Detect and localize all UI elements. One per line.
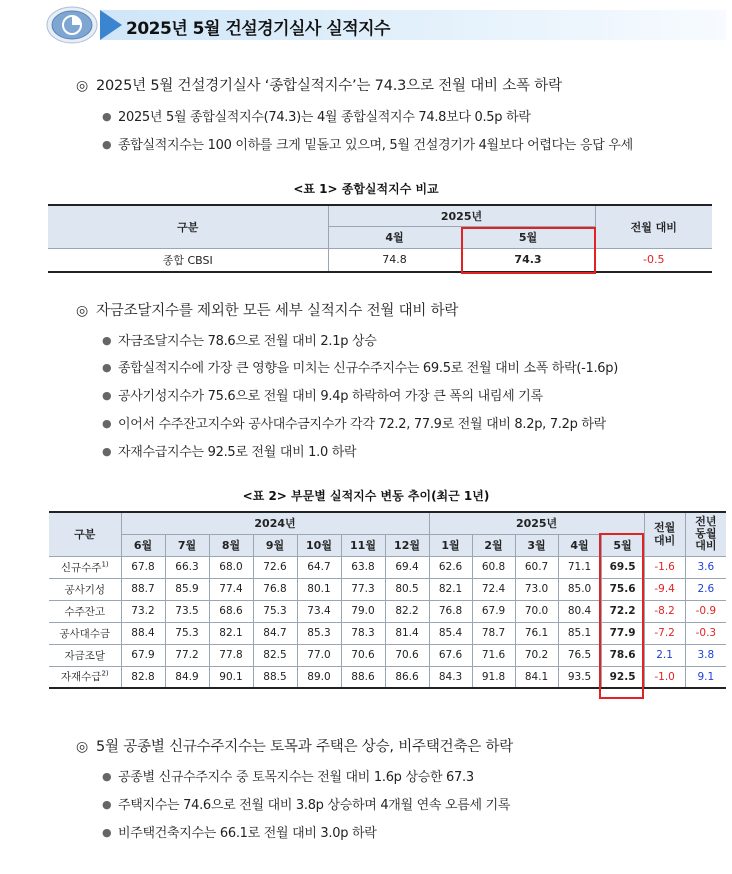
table-cell: 73.0	[515, 578, 558, 600]
table-cell: 77.3	[341, 578, 385, 600]
table-cell: 84.9	[165, 666, 209, 688]
table-cell-yoy: -0.9	[685, 600, 726, 622]
table-cell: 84.1	[515, 666, 558, 688]
row-label-text: 자재수급	[60, 671, 102, 684]
table-cell: 82.8	[121, 666, 165, 688]
section-heading-3	[76, 735, 513, 756]
month-header-cell: 9월	[253, 534, 297, 556]
section-heading-text: 5월 공종별 신규수주지수는 토목과 주택은 상승, 비주택건축은 하락	[96, 739, 514, 755]
table-cell: 77.0	[297, 644, 341, 666]
bullet-item	[102, 822, 377, 841]
table-header-cell: 2025년	[328, 205, 595, 226]
table-cell: 84.7	[253, 622, 297, 644]
table-row	[49, 644, 726, 666]
month-header-row	[49, 534, 726, 556]
table-cell: 70.0	[515, 600, 558, 622]
table-header-cell: 구분	[48, 205, 328, 248]
month-header-cell: 4월	[558, 534, 601, 556]
table-cell: 70.6	[341, 644, 385, 666]
footnote-marker: 2)	[101, 669, 109, 678]
table-cell: 67.6	[429, 644, 472, 666]
table-cell-yoy: 9.1	[685, 666, 726, 688]
section-heading-2	[76, 299, 458, 320]
table-cell: 88.5	[253, 666, 297, 688]
table-1-caption: <표 1> 종합실적지수 비교	[293, 182, 439, 196]
table-cell: 89.0	[297, 666, 341, 688]
bullet-dot-icon: ●	[102, 389, 112, 402]
table-cell: 82.5	[253, 644, 297, 666]
bullet-dot-icon: ●	[102, 361, 112, 374]
table-cell: 80.5	[385, 578, 429, 600]
table-header-cell: 5월	[461, 226, 595, 248]
month-header-cell: 11월	[341, 534, 385, 556]
row-label-text: 신규수주	[60, 561, 102, 574]
bullet-dot-icon: ●	[102, 798, 112, 811]
table-header-cell: 2024년	[121, 512, 429, 534]
bullet-item	[102, 330, 377, 349]
table-cell: 64.7	[297, 556, 341, 578]
bullet-item	[102, 413, 606, 432]
table-cell-mom: -7.2	[644, 622, 685, 644]
row-label	[49, 578, 121, 600]
table-cell: 82.1	[429, 578, 472, 600]
table-cell: 67.9	[121, 644, 165, 666]
page-header	[46, 6, 726, 44]
bullet-text: 2025년 5월 종합실적지수(74.3)는 4월 종합실적지수 74.8보다 0.5p 하락	[118, 110, 531, 125]
table-cell: 80.4	[558, 600, 601, 622]
bullet-item	[102, 106, 531, 125]
table-cell-highlight: 75.6	[601, 578, 644, 600]
table-cell-yoy: 2.6	[685, 578, 726, 600]
table-cell: 85.1	[558, 622, 601, 644]
table-cell: 70.2	[515, 644, 558, 666]
header-arrow-icon	[100, 10, 122, 40]
bullet-item	[102, 794, 510, 813]
header-line: 전년	[695, 515, 717, 529]
bullet-text: 공종별 신규수주지수 중 토목지수는 전월 대비 1.6p 상승한 67.3	[118, 770, 474, 785]
table-cell: 67.9	[472, 600, 515, 622]
table-cell: 70.6	[385, 644, 429, 666]
table-cell: 82.2	[385, 600, 429, 622]
table-cell: 85.9	[165, 578, 209, 600]
header-line: 대비	[695, 539, 717, 553]
table-cell: 71.6	[472, 644, 515, 666]
table-cell: 85.0	[558, 578, 601, 600]
table-cell: 74.8	[328, 248, 461, 272]
table-cell: 71.1	[558, 556, 601, 578]
row-label	[49, 556, 121, 578]
table-cell: 85.4	[429, 622, 472, 644]
table-cell-mom: -1.0	[644, 666, 685, 688]
table-cell: 85.3	[297, 622, 341, 644]
table-cell: 78.3	[341, 622, 385, 644]
bullet-item	[102, 766, 474, 785]
table-row	[49, 622, 726, 644]
table-cell-highlight: 74.3	[461, 248, 595, 272]
table-cell: 73.2	[121, 600, 165, 622]
table-cell: 72.4	[472, 578, 515, 600]
bullet-text: 비주택건축지수는 66.1로 전월 대비 3.0p 하락	[118, 826, 377, 841]
table-cell: 75.3	[253, 600, 297, 622]
table-cell: 75.3	[165, 622, 209, 644]
bullet-text: 이어서 수주잔고지수와 공사대수금지수가 각각 72.2, 77.9로 전월 대비 8.2p, 7.2p 하락	[118, 417, 606, 432]
row-label	[49, 644, 121, 666]
bullet-item	[102, 441, 356, 460]
table-cell: 76.1	[515, 622, 558, 644]
table-cell: 80.1	[297, 578, 341, 600]
bullet-dot-icon: ●	[102, 826, 112, 839]
table-cell-highlight: 69.5	[601, 556, 644, 578]
table-cell: 67.8	[121, 556, 165, 578]
table-cell: 72.6	[253, 556, 297, 578]
table-cell: 76.8	[429, 600, 472, 622]
page-title: 2025년 5월 건설경기실사 실적지수	[126, 19, 390, 39]
table-cell: 88.6	[341, 666, 385, 688]
month-header-cell: 8월	[209, 534, 253, 556]
bullet-text: 종합실적지수는 100 이하를 크게 밑돌고 있으며, 5월 건설경기가 4월보다 어렵다는 응답 우세	[118, 138, 633, 153]
table-cell-yoy: 3.8	[685, 644, 726, 666]
table-header-cell: 전월 대비	[595, 205, 712, 248]
row-label	[49, 666, 121, 688]
table-cell: 88.7	[121, 578, 165, 600]
month-header-cell: 7월	[165, 534, 209, 556]
row-label	[49, 622, 121, 644]
table-cell-mom: 2.1	[644, 644, 685, 666]
pie-chart-icon	[46, 6, 102, 44]
table-cell: 81.4	[385, 622, 429, 644]
bullet-item	[102, 385, 543, 404]
table-cell: 60.8	[472, 556, 515, 578]
table-cell-highlight: 92.5	[601, 666, 644, 688]
table-cell: 88.4	[121, 622, 165, 644]
circle-mark-icon: ◎	[76, 739, 89, 755]
bullet-text: 공사기성지수가 75.6으로 전월 대비 9.4p 하락하여 가장 큰 폭의 내림세 기록	[118, 389, 543, 404]
row-label-text: 공사대수금	[59, 627, 111, 640]
table-cell: 82.1	[209, 622, 253, 644]
month-header-cell: 3월	[515, 534, 558, 556]
month-header-cell: 10월	[297, 534, 341, 556]
table-cell: 76.5	[558, 644, 601, 666]
bullet-dot-icon: ●	[102, 417, 112, 430]
table-cell: 91.8	[472, 666, 515, 688]
section-heading-text: 자금조달지수를 제외한 모든 세부 실적지수 전월 대비 하락	[96, 303, 459, 319]
table-cell: 77.2	[165, 644, 209, 666]
table-cell: 76.8	[253, 578, 297, 600]
row-label-text: 자금조달	[64, 649, 106, 662]
bullet-dot-icon: ●	[102, 334, 112, 347]
bullet-text: 자재수급지수는 92.5로 전월 대비 1.0 하락	[118, 445, 357, 460]
row-label	[49, 600, 121, 622]
row-label: 종합 CBSI	[48, 248, 328, 272]
header-line: 대비	[653, 534, 676, 548]
month-header-cell: 2월	[472, 534, 515, 556]
bullet-dot-icon: ●	[102, 445, 112, 458]
table-cell: 73.5	[165, 600, 209, 622]
table-1	[48, 204, 712, 273]
table-row	[49, 556, 726, 578]
table-cell-mom: -8.2	[644, 600, 685, 622]
table-cell: 84.3	[429, 666, 472, 688]
bullet-item	[102, 357, 618, 376]
bullet-dot-icon: ●	[102, 138, 112, 151]
table-row	[49, 578, 726, 600]
table-row	[49, 600, 726, 622]
table-cell: 78.7	[472, 622, 515, 644]
header-line: 전월	[653, 521, 676, 535]
table-cell-highlight: 77.9	[601, 622, 644, 644]
month-header-cell: 12월	[385, 534, 429, 556]
header-line: 동월	[695, 527, 717, 541]
table-cell-yoy: -0.3	[685, 622, 726, 644]
table-cell-highlight: 78.6	[601, 644, 644, 666]
table-cell: 77.8	[209, 644, 253, 666]
table-header-cell: 2025년	[429, 512, 644, 534]
month-header-cell: 5월	[601, 534, 644, 556]
bullet-text: 자금조달지수는 78.6으로 전월 대비 2.1p 상승	[118, 334, 377, 349]
table-cell: 86.6	[385, 666, 429, 688]
table-cell: 69.4	[385, 556, 429, 578]
table-cell: 68.6	[209, 600, 253, 622]
bullet-text: 주택지수는 74.6으로 전월 대비 3.8p 상승하며 4개월 연속 오름세 기록	[118, 798, 511, 813]
table-cell: 77.4	[209, 578, 253, 600]
bullet-dot-icon: ●	[102, 770, 112, 783]
table-cell: 73.4	[297, 600, 341, 622]
bullet-dot-icon: ●	[102, 110, 112, 123]
footnote-marker: 1)	[101, 560, 109, 568]
table-cell-highlight: 72.2	[601, 600, 644, 622]
bullet-text: 종합실적지수에 가장 큰 영향을 미치는 신규수주지수는 69.5로 전월 대비 소폭 하락(-1.6p)	[118, 361, 618, 376]
circle-mark-icon: ◎	[76, 78, 89, 94]
circle-mark-icon: ◎	[76, 303, 89, 319]
table-cell: 68.0	[209, 556, 253, 578]
table-cell: 79.0	[341, 600, 385, 622]
table-header-cell	[685, 512, 726, 556]
row-label-text: 공사기성	[64, 583, 106, 596]
table-2	[49, 511, 726, 689]
table-cell-mom: -9.4	[644, 578, 685, 600]
table-cell: 90.1	[209, 666, 253, 688]
table-cell-mom: -1.6	[644, 556, 685, 578]
month-header-cell: 1월	[429, 534, 472, 556]
section-heading-text: 2025년 5월 건설경기실사 ‘종합실적지수’는 74.3으로 전월 대비 소폭 하락	[96, 78, 562, 94]
table-row	[48, 248, 712, 272]
bullet-item	[102, 134, 633, 153]
table-header-cell: 구분	[49, 512, 121, 556]
table-2-caption: <표 2> 부문별 실적지수 변동 추이(최근 1년)	[242, 489, 490, 503]
row-label-text: 수주잔고	[64, 605, 106, 618]
table-row	[49, 666, 726, 688]
table-cell: 62.6	[429, 556, 472, 578]
table-cell-diff: -0.5	[595, 248, 712, 272]
table-cell: 63.8	[341, 556, 385, 578]
section-heading-1	[76, 74, 562, 95]
month-header-cell: 6월	[121, 534, 165, 556]
table-cell-yoy: 3.6	[685, 556, 726, 578]
table-cell: 66.3	[165, 556, 209, 578]
table-header-cell	[644, 512, 685, 556]
table-cell: 60.7	[515, 556, 558, 578]
table-cell: 93.5	[558, 666, 601, 688]
table-header-cell: 4월	[328, 226, 461, 248]
